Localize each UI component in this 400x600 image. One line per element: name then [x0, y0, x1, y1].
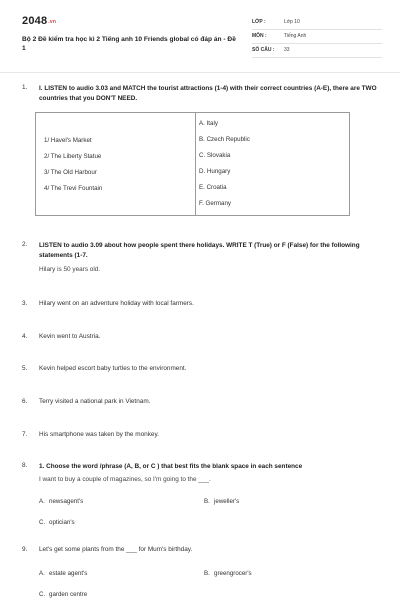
match-option: A. Italy: [199, 120, 218, 127]
question-text: 1. Choose the word /phrase (A, B, or C ) that best fits the blank space in each sentence: [39, 463, 303, 470]
question-2: [22, 241, 382, 274]
question-number: 7.: [22, 431, 28, 438]
question-5: [22, 365, 382, 374]
meta-key: LỚP :: [252, 19, 266, 26]
option-text: newsagent's: [49, 498, 84, 505]
match-item: 3/ The Old Harbour: [44, 169, 97, 176]
question-statement: Hilary is 50 years old.: [39, 265, 101, 273]
answer-options-row: [39, 519, 369, 527]
question-text: I. LISTEN to audio 3.03 and MATCH the tourist attractions (1-4) with their correct countries (A-E), there are TWO countries that you DON'T NEED.: [39, 85, 377, 103]
option-key: B.: [204, 570, 210, 577]
answer-options-row: [39, 591, 369, 599]
answer-option-a[interactable]: [39, 570, 204, 578]
question-text: Kevin helped escort baby turtles to the environment.: [39, 365, 187, 372]
question-number: 5.: [22, 365, 28, 372]
question-text: LISTEN to audio 3.09 about how people spent there holidays. WRITE T (True) or F (False) for the following statements (1-7.: [39, 242, 360, 260]
matching-left-column: [36, 113, 196, 215]
question-number: 8.: [22, 462, 28, 469]
option-key: C.: [39, 591, 46, 598]
meta-value: Lớp 10: [284, 19, 300, 26]
matching-right-column: [196, 113, 349, 215]
option-key: C.: [39, 519, 46, 526]
match-option: E. Croatia: [199, 184, 227, 191]
option-text: estate agent's: [49, 570, 88, 577]
meta-row-class: [252, 16, 382, 30]
option-text: optician's: [49, 519, 75, 526]
question-sentence: I want to buy a couple of magazines, so I'm going to the ___.: [39, 476, 211, 484]
answer-option-b[interactable]: [204, 570, 369, 578]
option-text: garden centre: [49, 591, 88, 598]
question-4: [22, 333, 382, 342]
match-option: C. Slovakia: [199, 152, 231, 159]
meta-key: SỐ CÂU :: [252, 47, 275, 54]
logo-text: 2048: [22, 15, 48, 27]
answer-option-c[interactable]: [39, 519, 211, 527]
question-text: Let's get some plants from the ___ for Mum's birthday.: [39, 546, 193, 553]
meta-row-count: [252, 44, 382, 58]
question-number: 2.: [22, 241, 28, 248]
question-6: [22, 398, 382, 407]
answer-options-row: [39, 570, 369, 578]
match-option: B. Czech Republic: [199, 136, 250, 143]
option-text: greengrocer's: [214, 570, 252, 577]
meta-key: MÔN :: [252, 33, 267, 40]
option-key: A.: [39, 498, 45, 505]
question-number: 6.: [22, 398, 28, 405]
match-option: F. Germany: [199, 200, 231, 207]
document-title: Bộ 2 Đề kiểm tra học kì 2 Tiếng anh 10 Friends global có đáp án - Đề 1: [22, 35, 236, 53]
option-key: B.: [204, 498, 210, 505]
meta-value: Tiếng Anh: [284, 33, 307, 40]
meta-value: 33: [284, 47, 290, 54]
match-item: 2/ The Liberty Statue: [44, 153, 102, 160]
option-key: A.: [39, 570, 45, 577]
option-text: jeweller's: [214, 498, 240, 505]
question-3: [22, 300, 382, 309]
matching-table: [35, 112, 350, 216]
match-item: 4/ The Trevi Fountain: [44, 185, 103, 192]
question-number: 4.: [22, 333, 28, 340]
header-divider: [0, 72, 400, 73]
question-9: [22, 546, 382, 555]
question-7: [22, 431, 382, 440]
question-8: [22, 462, 382, 485]
match-item: 1/ Havel's Market: [44, 137, 92, 144]
question-number: 9.: [22, 546, 28, 553]
question-1: [22, 84, 382, 105]
question-text: Terry visited a national park in Vietnam.: [39, 398, 151, 405]
question-number: 3.: [22, 300, 28, 307]
answer-option-b[interactable]: [204, 498, 369, 506]
answer-option-a[interactable]: [39, 498, 204, 506]
question-text: Hilary went on an adventure holiday with local farmers.: [39, 300, 194, 307]
meta-row-subject: [252, 30, 382, 44]
question-text: His smartphone was taken by the monkey.: [39, 431, 159, 438]
answer-option-c[interactable]: [39, 591, 211, 599]
logo-suffix: .vn: [48, 19, 57, 25]
question-text: Kevin went to Austria.: [39, 333, 101, 340]
match-option: D. Hungary: [199, 168, 231, 175]
question-number: 1.: [22, 84, 28, 91]
answer-options-row: [39, 498, 369, 506]
document-meta: [252, 16, 382, 58]
